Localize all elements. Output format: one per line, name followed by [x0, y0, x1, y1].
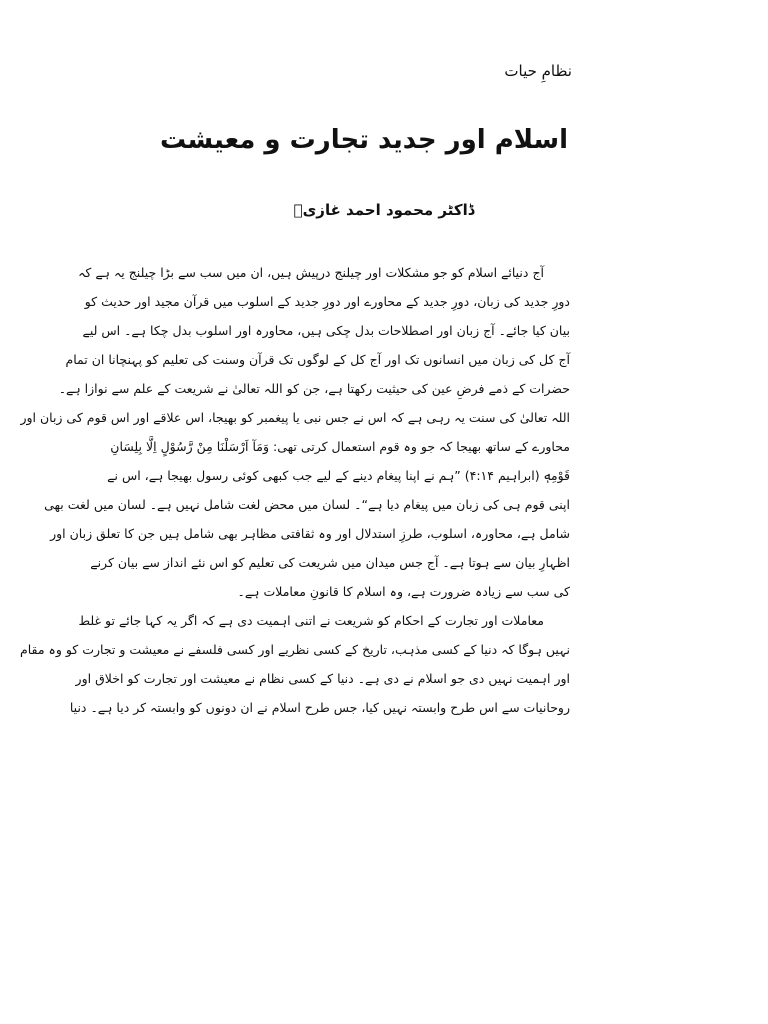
- body-line: اور اہمیت نہیں دی جو اسلام نے دی ہے۔ دنیا کے کسی نظام نے معیشت اور تجارت کو اخلاق اور: [75, 671, 570, 686]
- body-line: دورِ جدید کی زبان، دورِ جدید کے محاورے اور دورِ جدید کے اسلوب میں قرآن مجید اور حدیث کو: [84, 294, 570, 309]
- body-line: نہیں ہوگا کہ دنیا کے کسی مذہب، تاریخ کے کسی نظریے اور کسی فلسفے نے معیشت و تجارت کو وہ مقام: [19, 642, 570, 657]
- article-author: ڈاکٹر محمود احمد غازیؒ: [293, 201, 475, 219]
- body-line: اظہارِ بیان سے ہوتا ہے۔ آج جس میدان میں شریعت کی تعلیم کو اس نئے انداز سے بیان کرنے: [90, 555, 570, 570]
- article-body: [19, 258, 570, 722]
- body-line: شامل ہے، محاورہ، اسلوب، طرزِ استدلال اور وہ ثقافتی مظاہر بھی شامل ہیں جن کا تعلق زبان اور: [50, 526, 570, 541]
- body-line: قَوْمِهٖ (ابراہیم ۴:۱۴) ”ہم نے اپنا پیغام دینے کے لیے جب کبھی کوئی رسول بھیجا ہے، اس نے: [107, 468, 570, 483]
- body-line: روحانیات سے اس طرح وابستہ نہیں کیا، جس طرح اسلام نے ان دونوں کو وابستہ کر دیا ہے۔ دنیا: [69, 700, 570, 715]
- body-line: اپنی قوم ہی کی زبان میں پیغام دیا ہے“۔ لسان میں محض لغت شامل نہیں ہے۔ لسان میں لغت بھی: [44, 497, 570, 512]
- body-line: آج کل کی زبان میں انسانوں تک اور آج کل کے لوگوں تک قرآن وسنت کی تعلیم کو پہنچانا ان تمام: [65, 352, 570, 367]
- body-line: بیان کیا جائے۔ آج زبان اور اصطلاحات بدل چکی ہیں، محاورہ اور اسلوب بدل چکا ہے۔ اس لیے: [82, 323, 570, 338]
- body-line: محاورے کے ساتھ بھیجا کہ جو وہ قوم استعمال کرتی تھی: وَمَآ اَرْسَلْنَا مِنْ رَّسُوْلٍ اِلَّا بِلِسَانِ: [110, 439, 570, 454]
- body-line: معاملات اور تجارت کے احکام کو شریعت نے اتنی اہمیت دی ہے کہ اگر یہ کہا جائے تو غلط: [78, 613, 544, 628]
- body-line: حضرات کے ذمے فرضِ عین کی حیثیت رکھتا ہے، جن کو اللہ تعالیٰ نے شریعت کے علم سے نوازا ہے۔: [58, 381, 570, 396]
- running-header: نظامِ حیات: [504, 62, 572, 80]
- body-line: کی سب سے زیادہ ضرورت ہے، وہ اسلام کا قانونِ معاملات ہے۔: [237, 584, 570, 599]
- body-line: آج دنیائے اسلام کو جو مشکلات اور چیلنج درپیش ہیں، ان میں سب سے بڑا چیلنج یہ ہے کہ: [78, 265, 544, 280]
- body-line: اللہ تعالیٰ کی سنت یہ رہی ہے کہ اس نے جس نبی یا پیغمبر کو بھیجا، اس علاقے اور اس قوم کی زبان اور: [20, 410, 570, 425]
- article-title: اسلام اور جدید تجارت و معیشت: [159, 125, 568, 155]
